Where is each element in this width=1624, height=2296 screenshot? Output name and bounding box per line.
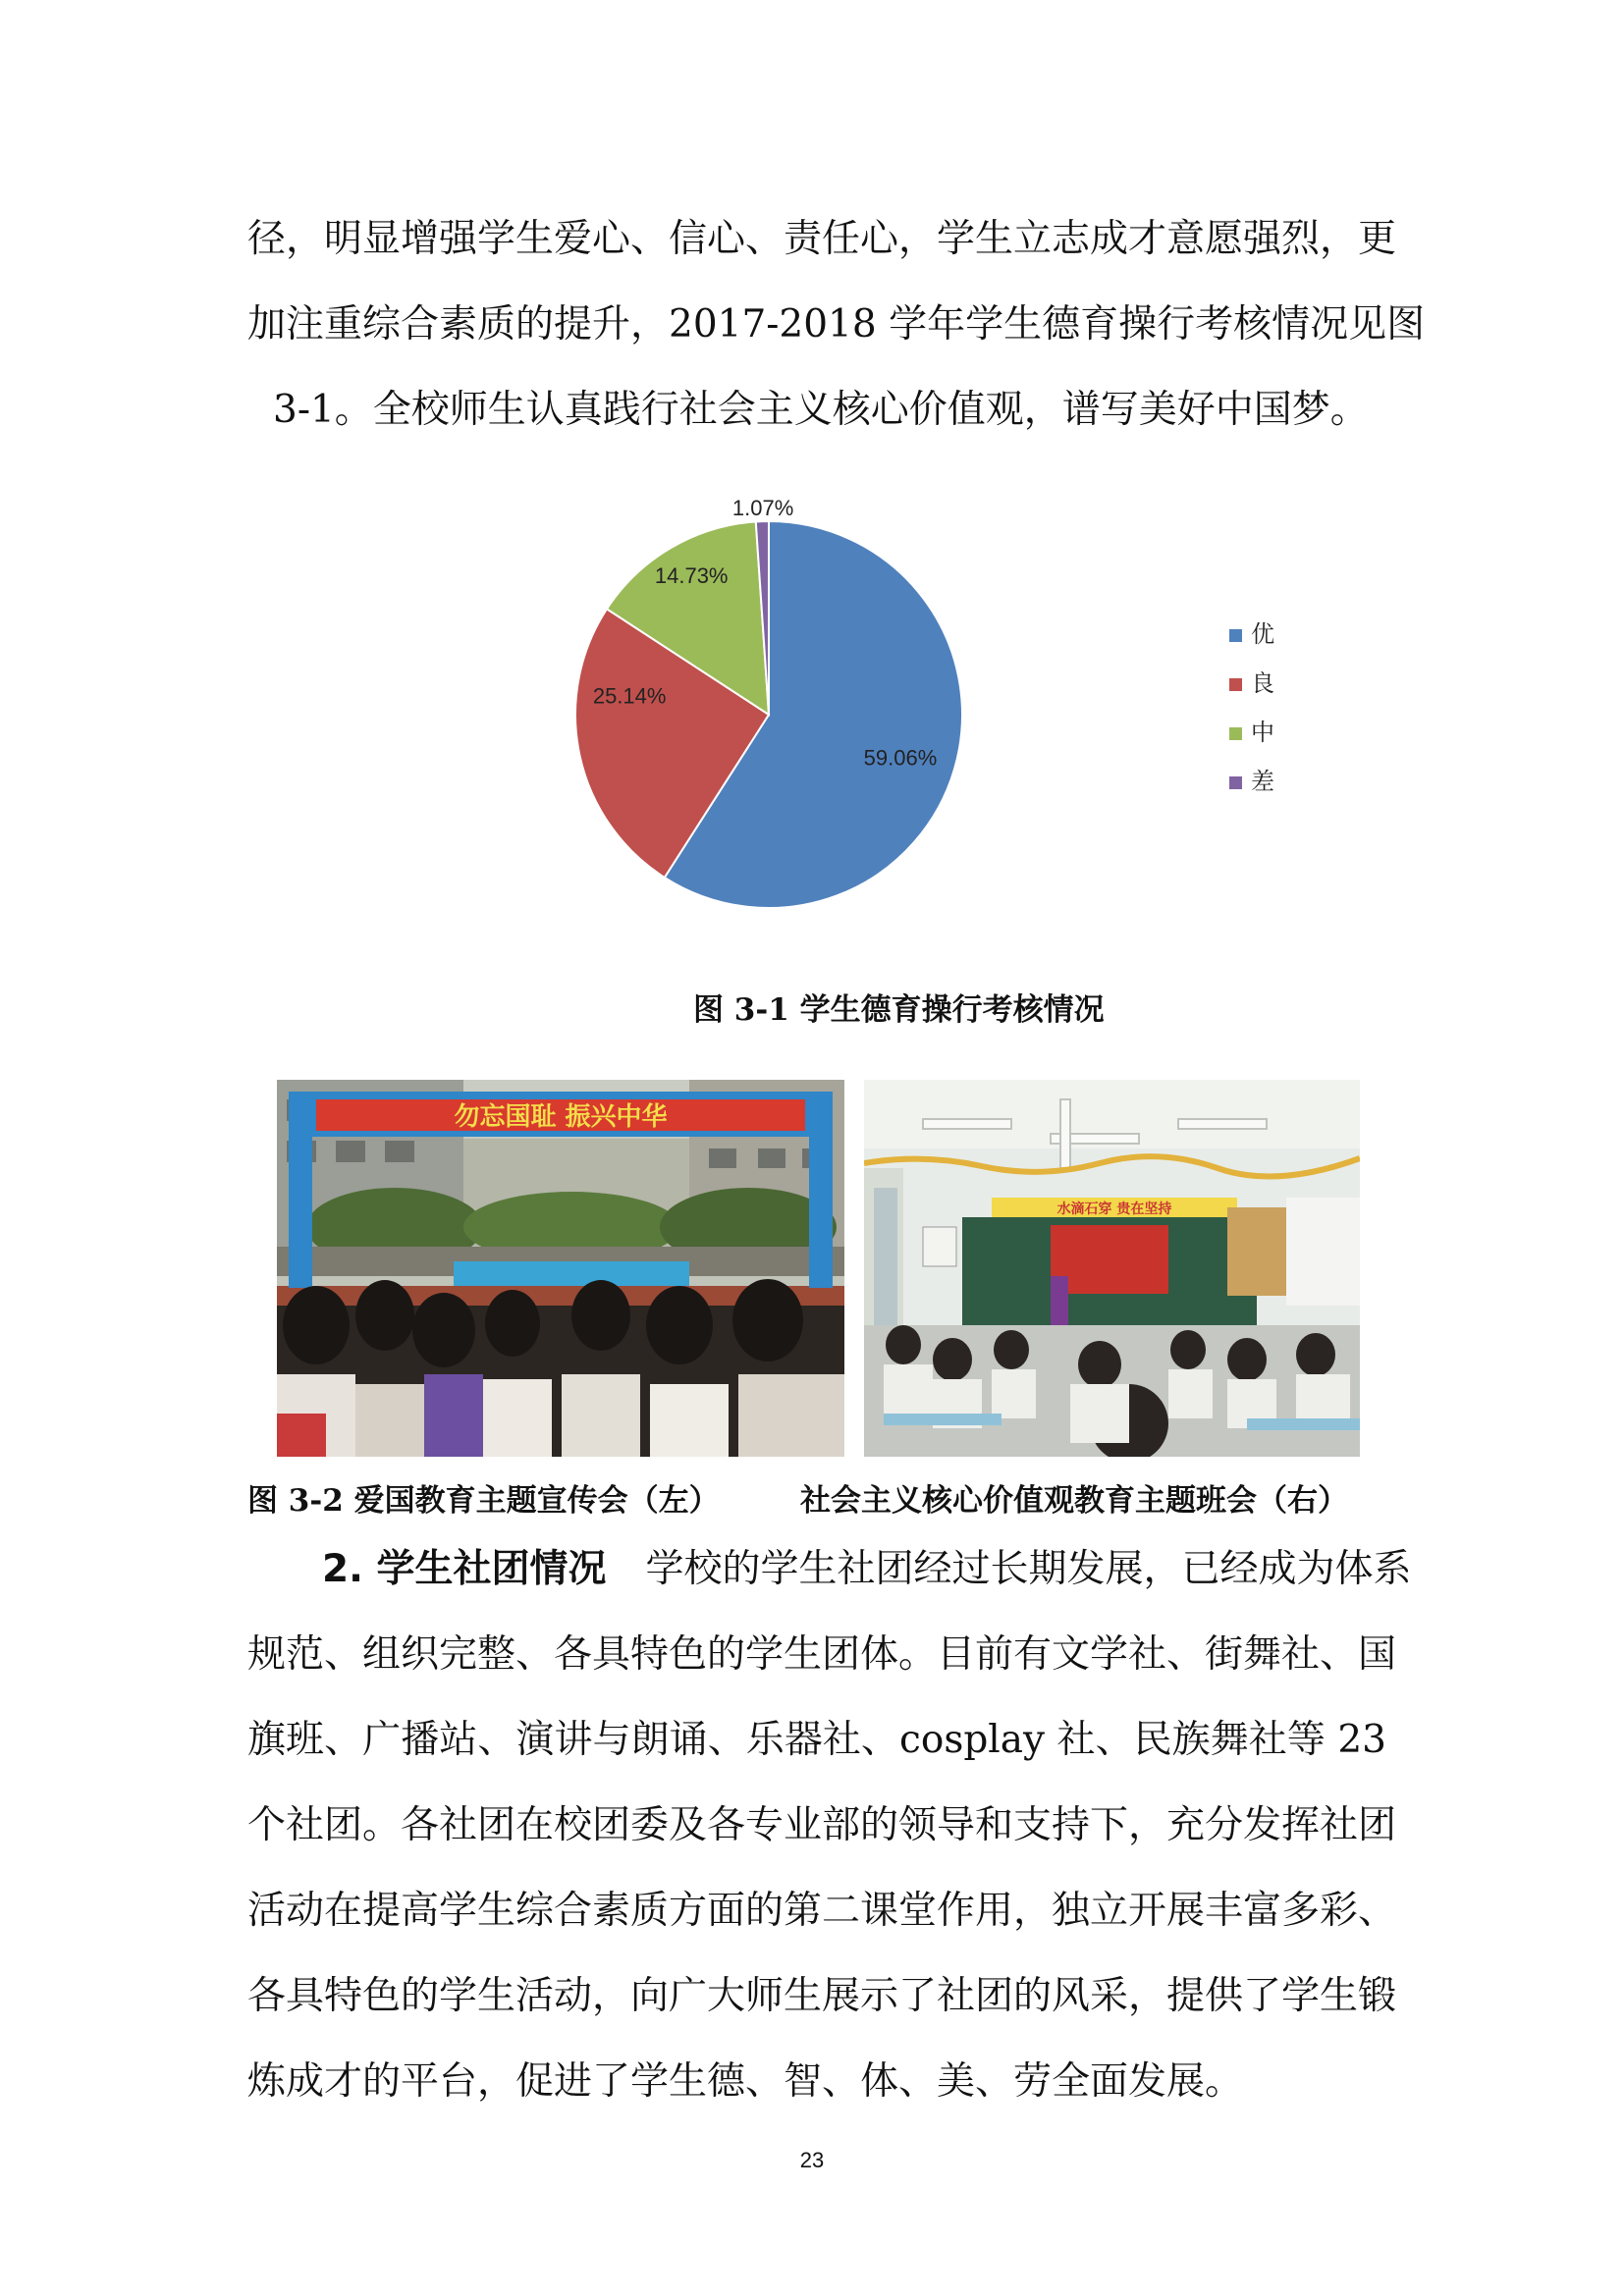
intro-paragraph bbox=[247, 196, 1426, 453]
legend-swatch bbox=[1229, 727, 1242, 740]
left-photo-banner-text: 勿忘国耻 振兴中华 bbox=[454, 1102, 668, 1132]
section2-first-line bbox=[247, 1526, 1412, 1612]
right-photo-banner-text: 水滴石穿 贵在坚持 bbox=[1056, 1201, 1172, 1217]
section2-heading: 2. 学生社团情况 bbox=[322, 1547, 607, 1591]
section2-line: 活动在提高学生综合素质方面的第二课堂作用，独立开展丰富多彩、 bbox=[247, 1889, 1397, 1933]
pie-data-label: 1.07% bbox=[731, 496, 794, 521]
section2-line: 旗班、广播站、演讲与朗诵、乐器社、cosplay 社、民族舞社等 23 bbox=[247, 1718, 1386, 1762]
chart-legend bbox=[1229, 620, 1274, 795]
page-number: 23 bbox=[799, 2148, 825, 2172]
figure-3-2-caption-left: 图 3-2 爱国教育主题宣传会（左） bbox=[247, 1483, 720, 1519]
pie-chart bbox=[530, 461, 1335, 933]
section2-line: 各具特色的学生活动，向广大师生展示了社团的风采，提供了学生锻 bbox=[247, 1974, 1397, 2018]
figure-3-2-caption-right: 社会主义核心价值观教育主题班会（右） bbox=[800, 1483, 1348, 1519]
legend-swatch bbox=[1229, 629, 1242, 642]
section2-line: 个社团。各社团在校团委及各专业部的领导和支持下，充分发挥社团 bbox=[247, 1803, 1397, 1847]
legend-label: 优 bbox=[1251, 620, 1274, 648]
patriotic-assembly-photo bbox=[277, 1080, 844, 1457]
section2-line: 炼成才的平台，促进了学生德、智、体、美、劳全面发展。 bbox=[247, 2059, 1244, 2104]
legend-label: 差 bbox=[1251, 768, 1274, 795]
section2-line: 规范、组织完整、各具特色的学生团体。目前有文学社、街舞社、国 bbox=[247, 1632, 1397, 1677]
legend-swatch bbox=[1229, 678, 1242, 691]
pie-data-label: 59.06% bbox=[863, 745, 938, 771]
legend-label: 中 bbox=[1251, 719, 1274, 746]
intro-line: 径，明显增强学生爱心、信心、责任心，学生立志成才意愿强烈，更 bbox=[247, 217, 1397, 261]
legend-label: 良 bbox=[1251, 669, 1274, 697]
legend-swatch bbox=[1229, 776, 1242, 789]
pie-data-label: 25.14% bbox=[592, 683, 667, 709]
intro-line: 3-1。全校师生认真践行社会主义核心价值观，谱写美好中国梦。 bbox=[273, 388, 1369, 432]
intro-line: 加注重综合素质的提升，2017-2018 学年学生德育操行考核情况见图 bbox=[247, 302, 1426, 347]
pie-slices bbox=[575, 521, 962, 908]
classroom-meeting-photo bbox=[864, 1080, 1360, 1457]
section2-line: 学校的学生社团经过长期发展，已经成为体系 bbox=[645, 1547, 1412, 1591]
figure-3-1-caption: 图 3-1 学生德育操行考核情况 bbox=[693, 992, 1105, 1028]
section2-paragraph bbox=[247, 1526, 1412, 2124]
pie-data-label: 14.73% bbox=[654, 563, 729, 589]
